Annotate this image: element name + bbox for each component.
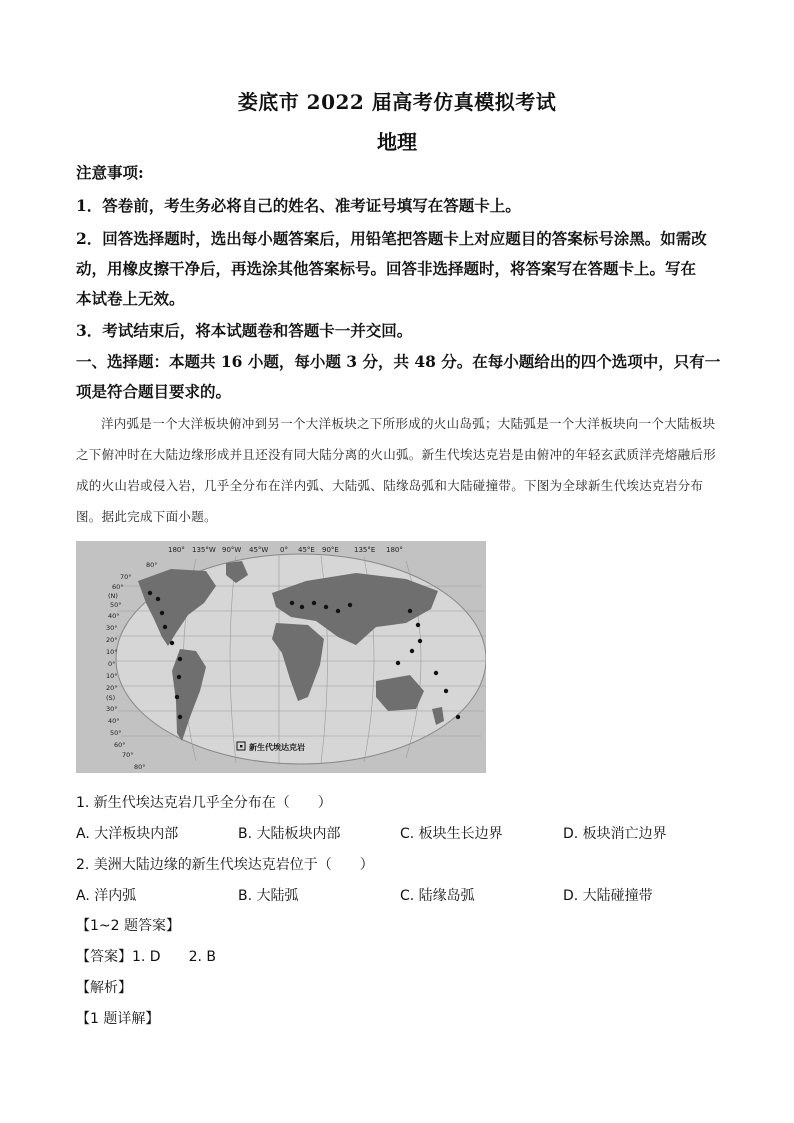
map-lat-label: 10° — [106, 648, 118, 656]
q2-option-a[interactable]: A. 洋内弧 — [76, 888, 137, 904]
map-lat-label: 80° — [146, 561, 158, 569]
question-2-stem: 2. 美洲大陆边缘的新生代埃达克岩位于（ ） — [76, 857, 374, 873]
map-lat-label: 20° — [106, 684, 118, 692]
question-1-stem: 1. 新生代埃达克岩几乎全分布在（ ） — [76, 795, 332, 811]
analysis-heading: 【解析】 — [76, 980, 132, 996]
answer-group-heading: 【1~2 题答案】 — [76, 918, 180, 934]
map-lat-label: (N) — [108, 592, 118, 600]
map-lon-label: 180° — [168, 546, 185, 554]
exam-title: 娄底市 2022 届高考仿真模拟考试 — [237, 90, 557, 114]
map-lon-label: 45°E — [298, 546, 315, 554]
map-lat-label: 60° — [112, 583, 124, 591]
map-lat-label: 60° — [114, 741, 126, 749]
notice-item-2-end: 本试卷上无效。 — [76, 289, 185, 308]
q2-option-d[interactable]: D. 大陆碰撞带 — [563, 888, 653, 904]
map-lon-label: 45°W — [249, 546, 269, 554]
map-lon-label: 0° — [280, 546, 288, 554]
q2-option-c[interactable]: C. 陆缘岛弧 — [400, 888, 475, 904]
map-lat-label: 50° — [110, 729, 122, 737]
world-adakite-map — [76, 541, 486, 773]
map-lat-label: 0° — [108, 660, 116, 668]
section-heading-line1: 一、选择题：本题共 16 小题，每小题 3 分，共 48 分。在每小题给出的四个选项中，只有一 — [76, 352, 721, 371]
map-lon-label: 135°E — [354, 546, 376, 554]
map-lat-label: 40° — [108, 612, 120, 620]
map-lat-label: 10° — [106, 672, 118, 680]
map-lat-label: 20° — [106, 636, 118, 644]
q1-option-b[interactable]: B. 大陆板块内部 — [238, 826, 341, 842]
map-lat-label: 70° — [120, 573, 132, 581]
q1-option-d[interactable]: D. 板块消亡边界 — [563, 826, 667, 842]
notice-item-2: 2．回答选择题时，选出每小题答案后，用铅笔把答题卡上对应题目的答案标号涂黑。如需改 — [76, 229, 707, 248]
map-lat-label: 80° — [134, 763, 146, 771]
map-lat-label: 70° — [122, 751, 134, 759]
q1-option-c[interactable]: C. 板块生长边界 — [400, 826, 503, 842]
notice-item-3: 3．考试结束后，将本试题卷和答题卡一并交回。 — [76, 321, 413, 340]
notice-item-1: 1．答卷前，考生务必将自己的姓名、准考证号填写在答题卡上。 — [76, 196, 521, 215]
notice-heading: 注意事项: — [76, 163, 144, 182]
map-graphic — [76, 541, 486, 773]
map-legend-label: 新生代埃达克岩 — [249, 743, 305, 752]
section-heading-line2: 项是符合题目要求的。 — [76, 382, 232, 401]
reading-passage: 洋内弧是一个大洋板块俯冲到另一个大洋板块之下所形成的火山岛弧；大陆弧是一个大洋板块向一个大陆板块之下俯冲时在大陆边缘形成并且还没有同大陆分离的火山弧。新生代埃达克岩是由俯冲的年轻玄武质洋壳熔融后形成的火山岩或侵入岩，几乎全分布在洋内弧、大陆弧、陆缘岛弧和大陆碰撞带。下图为全球新生代埃达克岩分布图。据此完成下面小题。 — [76, 416, 717, 524]
map-lat-label: (S) — [106, 694, 116, 702]
map-lat-label: 30° — [106, 624, 118, 632]
q2-option-b[interactable]: B. 大陆弧 — [238, 888, 299, 904]
map-lon-label: 135°W — [192, 546, 216, 554]
exam-subject: 地理 — [377, 130, 417, 154]
q1-option-a[interactable]: A. 大洋板块内部 — [76, 826, 179, 842]
map-lat-label: 50° — [110, 601, 122, 609]
map-lon-label: 180° — [386, 546, 403, 554]
map-lat-label: 30° — [106, 705, 118, 713]
notice-item-2-cont: 动，用橡皮擦干净后，再选涂其他答案标号。回答非选择题时，将答案写在答题卡上。写在 — [76, 259, 697, 278]
answer-line: 【答案】1. D 2. B — [76, 949, 216, 965]
map-lon-label: 90°W — [222, 546, 242, 554]
map-lat-label: 40° — [108, 717, 120, 725]
map-lon-label: 90°E — [322, 546, 339, 554]
detail-heading: 【1 题详解】 — [76, 1011, 160, 1027]
